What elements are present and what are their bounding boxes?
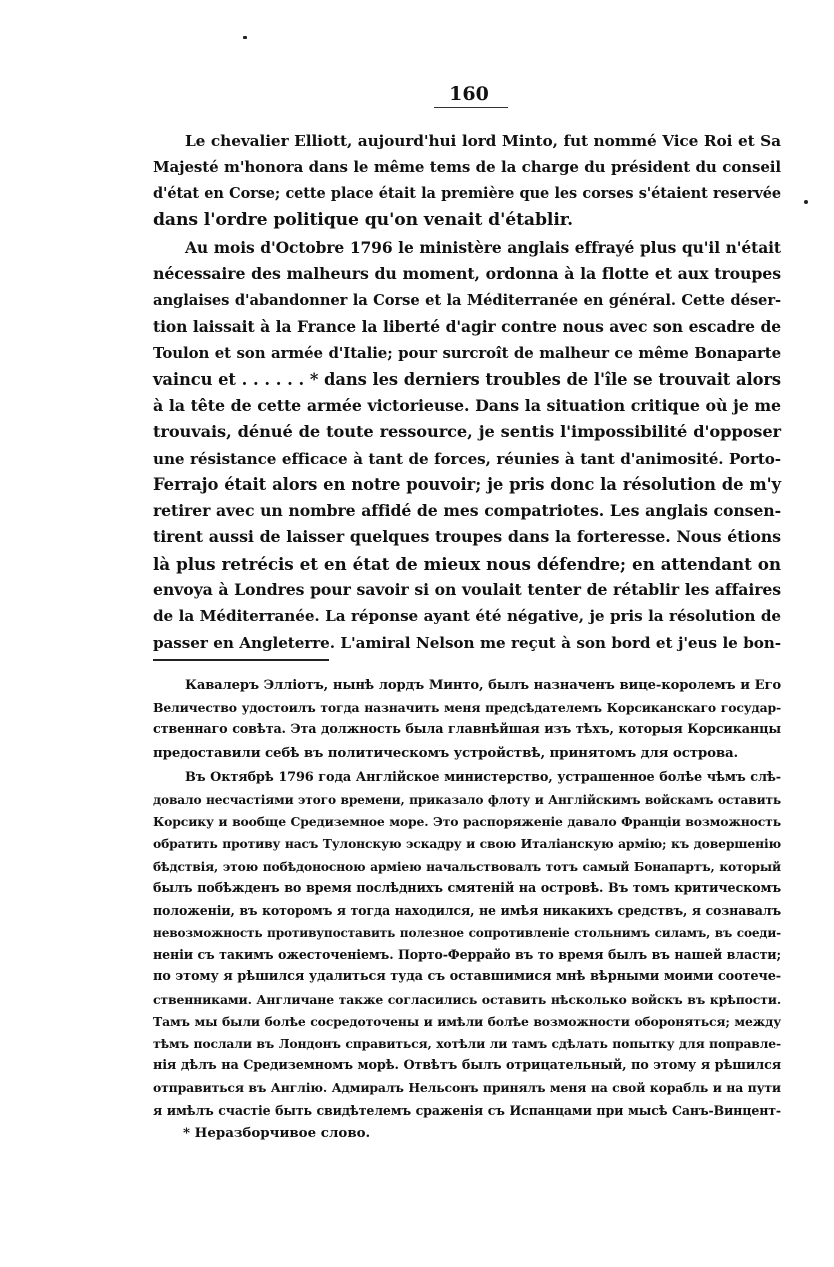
text-line: vaincu et . . . . . . * dans les derniers troubles de l'île se trouvait alors: [153, 369, 781, 389]
french-paragraph-2: [153, 235, 781, 656]
text-line: ственниками. Англичане также согласились оставить нѣсколько войскъ въ крѣпости.: [153, 991, 781, 1007]
footnote-rule: [153, 659, 329, 661]
russian-paragraph-1: [153, 675, 781, 764]
russian-translation-block: [153, 675, 781, 1122]
text-line: Корсику и вообще Средиземное море. Это распоряженiе давало Францiи возможность: [153, 814, 781, 830]
page-number-rule: [434, 107, 508, 108]
french-text-block: [153, 128, 781, 658]
ink-speck: [243, 36, 247, 39]
text-line: Тамъ мы были болѣе сосредоточены и имѣли болѣе возможности обороняться; между: [153, 1013, 781, 1029]
text-line: passer en Angleterre. L'amiral Nelson me reçut à son bord et j'eus le bon-: [153, 633, 781, 652]
text-line: une résistance efficace à tant de forces, réunies à tant d'animosité. Porto-: [153, 449, 781, 468]
text-line: ненiи съ такимъ ожесточенiемъ. Порто-Феррайо въ то время былъ въ нашей власти;: [153, 947, 781, 963]
footnote-illegible-word: * Неразборчивое слово.: [183, 1125, 371, 1141]
text-line: là plus retrécis et en état de mieux nous défendre; en attendant on: [153, 553, 781, 574]
text-line: тѣмъ послали въ Лондонъ справиться, хотѣли ли тамъ сдѣлать попытку для поправле-: [153, 1036, 781, 1051]
text-line: envoya à Londres pour savoir si on voulait tenter de rétablir les affaires: [153, 580, 781, 600]
text-line: по этому я рѣшился удалиться туда съ оставшимися мнѣ вѣрными моими соотече-: [153, 969, 781, 985]
text-line: à la tête de cette armée victorieuse. Dans la situation critique où je me: [153, 395, 781, 415]
ink-speck: [804, 200, 808, 204]
text-line: Toulon et son armée d'Italie; pour surcroît de malheur ce même Bonaparte: [153, 344, 781, 363]
text-line: d'état en Corse; cette place était la première que les corses s'étaient reservée: [153, 184, 781, 202]
text-line: Величество удостоилъ тогда назначить меня предсѣдателемъ Корсиканскаго государ-: [153, 700, 781, 716]
text-line: tion laissait à la France la liberté d'agir contre nous avec son escadre de: [153, 317, 781, 337]
text-line: Au mois d'Octobre 1796 le ministère anglais effrayé plus qu'il n'était: [185, 238, 781, 258]
text-line: trouvais, dénué de toute ressource, je sentis l'impossibilité d'opposer: [153, 422, 781, 442]
text-line: Кавалеръ Эллiотъ, нынѣ лордъ Минто, былъ назначенъ вице-королемъ и Его: [185, 678, 781, 693]
french-paragraph-1: [153, 128, 781, 233]
text-line: retirer avec un nombre affidé de mes compatriotes. Les anglais consen-: [153, 501, 781, 521]
text-line: довало несчастiями этого времени, приказало флоту и Англiйскимъ войскамъ оставить: [153, 792, 781, 807]
text-line: dans l'ordre politique qu'on venait d'établir.: [153, 209, 574, 230]
text-line: бѣдствiя, этою побѣдоносною армiею начальствовалъ тотъ самый Бонапартъ, который: [153, 858, 781, 874]
text-line: положенiи, въ которомъ я тогда находился, не имѣя никакихъ средствъ, я сознавалъ: [153, 902, 781, 918]
text-line: anglaises d'abandonner la Corse et la Méditerranée en général. Cette déser-: [153, 291, 781, 309]
text-line: Le chevalier Elliott, aujourd'hui lord Minto, fut nommé Vice Roi et Sa: [185, 132, 781, 150]
text-line: Въ Октябрѣ 1796 года Англiйское министерство, устрашенное болѣе чѣмъ слѣ-: [185, 769, 781, 785]
text-line: ственнаго совѣта. Эта должность была главнѣйшая изъ тѣхъ, которыя Корсиканцы: [153, 722, 781, 738]
text-line: предоставили себѣ въ политическомъ устройствѣ, принятомъ для острова.: [153, 744, 739, 761]
russian-paragraph-2: [153, 767, 781, 1122]
text-line: былъ побѣжденъ во время послѣднихъ смятенiй на островѣ. Въ томъ критическомъ: [153, 880, 781, 896]
page-number: 160: [449, 83, 489, 105]
text-line: tirent aussi de laisser quelques troupes dans la forteresse. Nous étions: [153, 527, 781, 547]
text-line: невозможность противупоставить полезное сопротивленiе стольнимъ силамъ, въ соеди-: [153, 926, 781, 941]
text-line: я имѣлъ счастiе быть свидѣтелемъ сраженiя съ Испанцами при мысѣ Санъ-Винцент-: [153, 1102, 781, 1118]
text-line: Ferrajo était alors en notre pouvoir; je pris donc la résolution de m'y: [153, 474, 781, 494]
text-line: отправиться въ Англiю. Адмиралъ Нельсонъ принялъ меня на свой корабль и на пути: [153, 1080, 781, 1096]
text-line: nécessaire des malheurs du moment, ordonna à la flotte et aux troupes: [153, 264, 781, 284]
text-line: нiя дѣлъ на Средиземномъ морѣ. Отвѣтъ былъ отрицательный, по этому я рѣшился: [153, 1058, 781, 1074]
text-line: de la Méditerranée. La réponse ayant été négative, je pris la résolution de: [153, 607, 781, 626]
text-line: Majesté m'honora dans le même tems de la charge du président du conseil: [153, 158, 781, 177]
text-line: обратить противу насъ Тулонскую эскадру и свою Италiанскую армiю; къ довершенiю: [153, 836, 781, 852]
